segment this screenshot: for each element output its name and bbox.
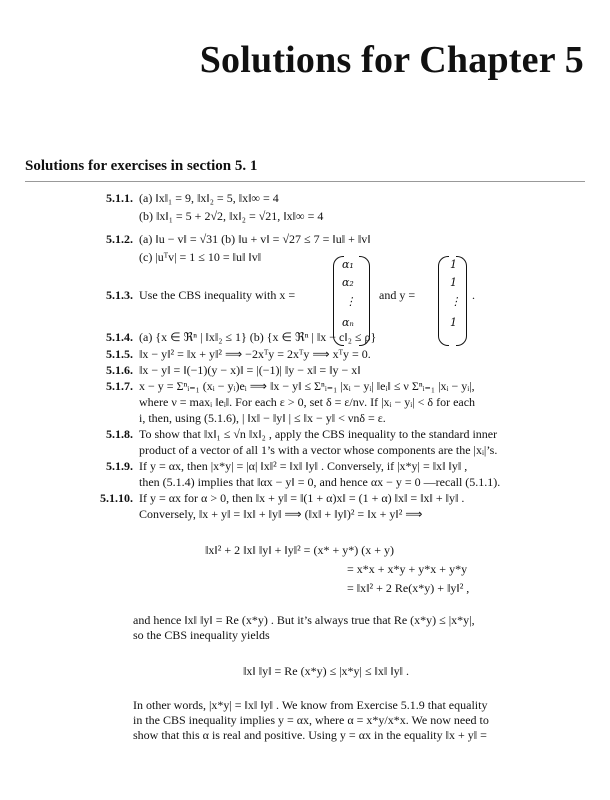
exercise-number: 5.1.1. bbox=[106, 191, 133, 205]
right-paren bbox=[456, 256, 467, 346]
centered-equation: ‖x‖ ‖y‖ = Re (x*y) ≤ |x*y| ≤ ‖x‖ ‖y‖ . bbox=[243, 664, 410, 678]
exercise-line bbox=[82, 411, 386, 425]
exercise-text: If y = αx for α > 0, then ‖x + y‖ = ‖(1 + α)x‖ = (1 + α) ‖x‖ = ‖x‖ + ‖y‖ . bbox=[139, 491, 465, 505]
exercise-line bbox=[82, 395, 475, 409]
exercise-number: 5.1.8. bbox=[106, 427, 133, 441]
exercise-line bbox=[82, 427, 497, 441]
exercise-text: Use the CBS inequality with x = bbox=[139, 288, 296, 302]
right-paren bbox=[359, 256, 370, 346]
exercise-text: where ν = maxᵢ ‖eᵢ‖. For each ε > 0, set δ = ε/nν. If |xᵢ − yᵢ| < δ for each bbox=[139, 395, 476, 409]
matrix-y-cell: 1 bbox=[450, 316, 457, 329]
exercise-text: i, then, using (5.1.6), | ‖x‖ − ‖y‖ | ≤ ‖x − y‖ < νnδ = ε. bbox=[139, 411, 386, 425]
exercise-text: ‖x − y‖² = ‖x + y‖² ⟹ −2xᵀy = 2xᵀy ⟹ xᵀy = 0. bbox=[139, 347, 371, 361]
exercise-number: 5.1.6. bbox=[106, 363, 133, 377]
exercise-text: ‖x − y‖ = ‖(−1)(y − x)‖ = |(−1)| ‖y − x‖ = ‖y − x‖ bbox=[139, 363, 361, 377]
exercise-line bbox=[82, 459, 467, 473]
matrix-y-cell: 1 bbox=[450, 258, 457, 271]
paragraph-line: show that this α is real and positive. Using y = αx in the equality ‖x + y‖ = bbox=[133, 728, 487, 742]
exercise-text: product of a vector of all 1’s with a vector whose components are the |xᵢ|’s. bbox=[139, 443, 498, 457]
exercise-line bbox=[82, 250, 261, 264]
exercise-line bbox=[82, 209, 323, 223]
left-paren bbox=[438, 256, 449, 346]
exercise-line bbox=[82, 363, 361, 377]
exercise-number: 5.1.10. bbox=[100, 491, 133, 505]
exercise-number: 5.1.2. bbox=[106, 232, 133, 246]
exercise-text: If y = αx, then |x*y| = |α| ‖x‖² = ‖x‖ ‖y‖ . Conversely, if |x*y| = ‖x‖ ‖y‖ , bbox=[139, 459, 468, 473]
equation-line: = x*x + x*y + y*x + y*y bbox=[347, 562, 468, 576]
exercise-line bbox=[82, 379, 475, 393]
matrix-x-cell: α₁ bbox=[342, 258, 354, 271]
equation-line: ‖x‖² + 2 ‖x‖ ‖y‖ + ‖y‖² = (x* + y*) (x + y) bbox=[205, 543, 394, 557]
exercise-text: (a) ‖x‖₁ = 9, ‖x‖₂ = 5, ‖x‖∞ = 4 bbox=[139, 191, 279, 205]
exercise-number: 5.1.9. bbox=[106, 459, 133, 473]
matrix-y-cell: 1 bbox=[450, 276, 457, 289]
period: . bbox=[472, 288, 475, 302]
matrix-and-text: and y = bbox=[379, 288, 416, 302]
chapter-title: Solutions for Chapter 5 bbox=[199, 39, 584, 81]
exercise-line bbox=[82, 507, 423, 521]
exercise-line bbox=[82, 491, 464, 505]
exercise-line bbox=[82, 475, 500, 489]
exercise-text: (a) {x ∈ ℜⁿ | ‖x‖₂ ≤ 1} (b) {x ∈ ℜⁿ | ‖x − c‖₂ ≤ ρ} bbox=[139, 330, 377, 344]
paragraph-line: and hence ‖x‖ ‖y‖ = Re (x*y) . But it’s always true that Re (x*y) ≤ |x*y|, bbox=[133, 613, 475, 627]
equation-line: = ‖x‖² + 2 Re(x*y) + ‖y‖² , bbox=[347, 581, 470, 595]
paragraph-line: In other words, |x*y| = ‖x‖ ‖y‖ . We know from Exercise 5.1.9 that equality bbox=[133, 698, 488, 712]
exercise-text: then (5.1.4) implies that ‖αx − y‖ = 0, and hence αx − y = 0 —recall (5.1.1). bbox=[139, 475, 501, 489]
matrix-x-cell: αₙ bbox=[342, 316, 354, 329]
exercise-line bbox=[82, 443, 497, 457]
exercise-text: To show that ‖x‖₁ ≤ √n ‖x‖₂ , apply the CBS inequality to the standard inner bbox=[139, 427, 498, 441]
matrix-x-cell: α₂ bbox=[342, 276, 354, 289]
exercise-line bbox=[82, 232, 371, 246]
paragraph-line: so the CBS inequality yields bbox=[133, 628, 270, 642]
exercise-text: (a) ‖u − v‖ = √31 (b) ‖u + v‖ = √27 ≤ 7 = ‖u‖ + ‖v‖ bbox=[139, 232, 371, 246]
section-heading: Solutions for exercises in section 5. 1 bbox=[25, 158, 258, 174]
exercise-line bbox=[82, 288, 295, 302]
matrix-x-cell: ⋮ bbox=[345, 295, 356, 308]
exercise-text: (c) |uᵀv| = 1 ≤ 10 = ‖u‖ ‖v‖ bbox=[139, 250, 262, 264]
paragraph-line: in the CBS inequality implies y = αx, where α = x*y/x*x. We now need to bbox=[133, 713, 489, 727]
section-divider bbox=[25, 181, 585, 182]
exercise-number: 5.1.5. bbox=[106, 347, 133, 361]
exercise-text: x − y = Σⁿᵢ₌₁ (xᵢ − yᵢ)eᵢ ⟹ ‖x − y‖ ≤ Σⁿᵢ₌₁ |xᵢ − yᵢ| ‖eᵢ‖ ≤ ν Σⁿᵢ₌₁ |xᵢ − yᵢ|, bbox=[139, 379, 475, 393]
exercise-text: (b) ‖x‖₁ = 5 + 2√2, ‖x‖₂ = √21, ‖x‖∞ = 4 bbox=[139, 209, 324, 223]
matrix-y-cell: ⋮ bbox=[450, 295, 461, 308]
exercise-number: 5.1.3. bbox=[106, 288, 133, 302]
exercise-line bbox=[82, 191, 279, 205]
exercise-number: 5.1.4. bbox=[106, 330, 133, 344]
exercise-line bbox=[82, 347, 371, 361]
exercise-number: 5.1.7. bbox=[106, 379, 133, 393]
exercise-text: Conversely, ‖x + y‖ = ‖x‖ + ‖y‖ ⟹ (‖x‖ + ‖y‖)² = ‖x + y‖² ⟹ bbox=[139, 507, 423, 521]
